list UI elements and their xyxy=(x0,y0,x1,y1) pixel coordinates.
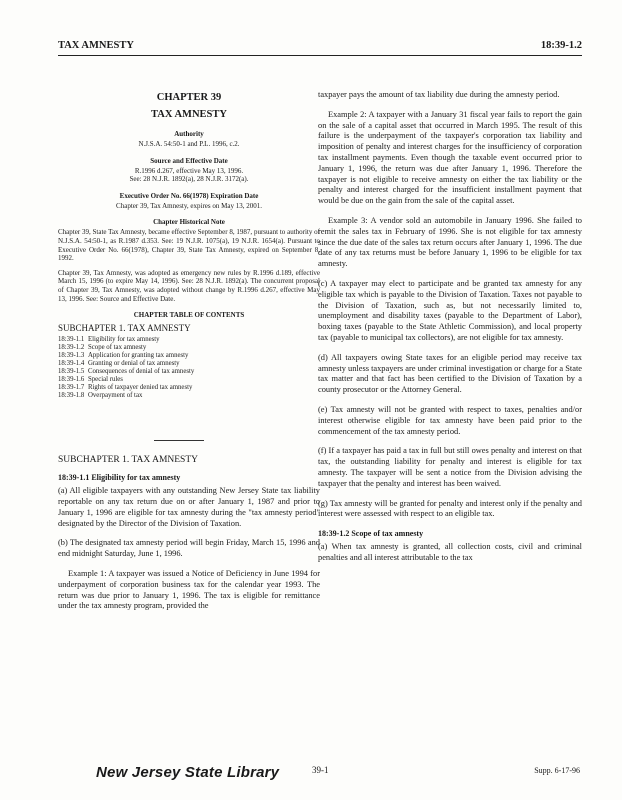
authority-heading: Authority xyxy=(174,130,204,138)
paragraph-b: (b) The designated tax amnesty period will begin Friday, March 15, 1996 and end midnight Saturday, June 1, 1996. xyxy=(58,538,320,559)
example-1-continued: taxpayer pays the amount of tax liability due during the amnesty period. xyxy=(318,90,560,99)
section-divider xyxy=(154,440,204,441)
toc-entry xyxy=(58,336,320,344)
toc-entry-number: 18:39-1.1 xyxy=(58,336,85,344)
expiration-heading: Executive Order No. 66(1978) Expiration Date xyxy=(119,191,259,200)
source-block xyxy=(58,157,320,184)
toc-entry-title: Rights of taxpayer denied tax amnesty xyxy=(88,384,193,392)
toc-entry-title: Special rules xyxy=(88,376,123,384)
historical-note xyxy=(58,218,320,303)
historical-note-paragraph: Chapter 39, State Tax Amnesty, became effective September 8, 1987, pursuant to authority of N.J.S.A. 54:50-1, as R.1987 d.353. See: 19 N.J.R. 1075(a), 19 N.J.R. 1654(a). Pursuant to Executive Order No. 66(1978), Chapter 39, State Tax Amnesty, expired on September 8, 1992. xyxy=(58,228,320,263)
example-3: Example 3: A vendor sold an automobile in January 1996. She failed to remit the sales tax in February of 1996. She is not eligible for tax amnesty since the due date of the sales tax return occurs after January 1, 1996. The due date of any tax returns must be before January 1, 1996 to be eligible for tax amnesty. xyxy=(318,215,582,269)
paragraph-d: (d) All taxpayers owing State taxes for an eligible period may receive tax amnesty unless taxpayers are under criminal investigation or charge for a State tax matter and that fact has been certified to the Division of Taxation by a county prosecutor or the Attorney General. xyxy=(318,352,582,395)
paragraph-a: (a) All eligible taxpayers with any outstanding New Jersey State tax liability reportable on any tax return due on or after January 1, 1987 and prior to January 1, 1996 are eligible for tax amnesty during the "tax amnesty period" designated by the Director of the Division of Taxation. xyxy=(58,486,320,528)
toc-entry-title: Consequences of denial of tax amnesty xyxy=(88,368,195,376)
toc-entry-title: Application for granting tax amnesty xyxy=(88,352,189,360)
paragraph-e: (e) Tax amnesty will not be granted with respect to taxes, penalties and/or interest otherwise eligible for tax amnesty have been paid prior to the commencement of the tax amnesty period. xyxy=(318,404,582,436)
toc-heading: CHAPTER TABLE OF CONTENTS xyxy=(133,311,245,320)
toc-entry xyxy=(58,376,320,384)
toc-entry-title: Overpayment of tax xyxy=(88,392,143,400)
paragraph-g: (g) Tax amnesty will be granted for penalty and interest only if the penalty and interest were assessed with respect to an eligible tax. xyxy=(318,498,582,519)
toc-list xyxy=(58,336,320,400)
toc-entry xyxy=(58,344,320,352)
expiration-text: Chapter 39, Tax Amnesty, expires on May 13, 2001. xyxy=(116,201,262,210)
example-1: Example 1: A taxpayer was issued a Notice of Deficiency in June 1994 for underpayment of corporation business tax for the calendar year 1993. The return was due prior to January 1, 1996. The tax is eligible for remittance under the tax amnesty program, provided the xyxy=(58,568,320,611)
section-title: 18:39-1.1 Eligibility for tax amnesty xyxy=(58,473,181,483)
paragraph-c: (c) A taxpayer may elect to participate and be granted tax amnesty for any eligible tax which is payable to the Division of Taxation. Taxes not payable to the Division of Taxation, such as, but not necessarily limited to, unemployment and disability taxes (payable to the Department of Labor), boxing taxes (payable to the State Athletic Commission), and local property tax (payable to municipal tax collectors), are not eligible for tax amnesty. xyxy=(318,278,582,342)
toc-entry-number: 18:39-1.4 xyxy=(58,360,85,368)
right-column xyxy=(318,90,582,573)
page-number: 39-1 xyxy=(312,765,329,775)
toc-entry-number: 18:39-1.3 xyxy=(58,352,85,360)
toc-subchapter: SUBCHAPTER 1. TAX AMNESTY xyxy=(58,323,191,334)
source-heading: Source and Effective Date xyxy=(150,156,228,165)
paragraph-a-scope: (a) When tax amnesty is granted, all collection costs, civil and criminal penalties and all interest attributable to the tax xyxy=(318,542,582,562)
table-of-contents xyxy=(58,311,320,400)
paragraph-f: (f) If a taxpayer has paid a tax in full but still owes penalty and interest on that tax, the outstanding liability for penalty and interest is eligible for tax amnesty. The taxpayer will be sent a notice from the Division advising the taxpayer that the penalty and interest has been waived. xyxy=(318,446,582,488)
library-watermark: New Jersey State Library xyxy=(96,764,280,781)
running-header-title: TAX AMNESTY xyxy=(58,40,134,51)
toc-entry-number: 18:39-1.2 xyxy=(58,344,85,352)
section-title: 18:39-1.2 Scope of tax amnesty xyxy=(318,529,424,539)
toc-entry-title: Granting or denial of tax amnesty xyxy=(88,360,180,368)
toc-entry-number: 18:39-1.7 xyxy=(58,384,85,392)
left-column xyxy=(58,92,320,621)
toc-entry-title: Scope of tax amnesty xyxy=(88,344,147,352)
source-line: R.1996 d.267, effective May 13, 1996. xyxy=(134,166,244,175)
source-line: See: 28 N.J.R. 1892(a), 28 N.J.R. 3172(a). xyxy=(129,175,249,184)
chapter-number: CHAPTER 39 xyxy=(156,92,222,103)
toc-entry-number: 18:39-1.6 xyxy=(58,376,85,384)
authority-text: N.J.S.A. 54:50-1 and P.L. 1996, c.2. xyxy=(138,140,240,148)
supplement-date: Supp. 6-17-96 xyxy=(534,766,580,775)
toc-entry-number: 18:39-1.8 xyxy=(58,392,85,400)
toc-entry-title: Eligibility for tax amnesty xyxy=(88,336,160,344)
toc-entry xyxy=(58,360,320,368)
running-header-section: 18:39-1.2 xyxy=(540,40,582,51)
header-rule xyxy=(58,55,582,56)
historical-note-paragraph: Chapter 39, Tax Amnesty, was adopted as emergency new rules by R.1996 d.189, effective March 15, 1996 (to expire May 14, 1996). See: 28 N.J.R. 1892(a). The concurrent proposal of Chapter 39, Tax Amnesty, was adopted without change by R.1996 d.267, effective May 13, 1996. See: Source and Effective Date. xyxy=(58,268,320,303)
historical-note-heading: Chapter Historical Note xyxy=(153,218,225,227)
expiration-block xyxy=(58,192,320,211)
chapter-title: TAX AMNESTY xyxy=(151,109,227,120)
toc-entry xyxy=(58,384,320,392)
example-2: Example 2: A taxpayer with a January 31 fiscal year fails to report the gain on the sale of a capital asset that occurred in March 1995. The result of this failure is the underpayment of the taxpayer's corporation tax liability and imposition of penalty and interest charges for the insufficiency of corporation tax installment payments. Even though the taxable event occurred prior to January 1, 1996, the return was due after January 1, 1996. Therefore the taxpayer is not eligible to receive amnesty on either the tax liability or the penalty and interest charged for the insufficient installment payment that would be due on the gain from the sale of the capital asset. xyxy=(318,109,582,206)
toc-entry xyxy=(58,392,320,400)
authority-block xyxy=(58,130,320,149)
subchapter-heading: SUBCHAPTER 1. TAX AMNESTY xyxy=(58,455,198,466)
toc-entry-number: 18:39-1.5 xyxy=(58,368,85,376)
toc-entry xyxy=(58,368,320,376)
toc-entry xyxy=(58,352,320,360)
